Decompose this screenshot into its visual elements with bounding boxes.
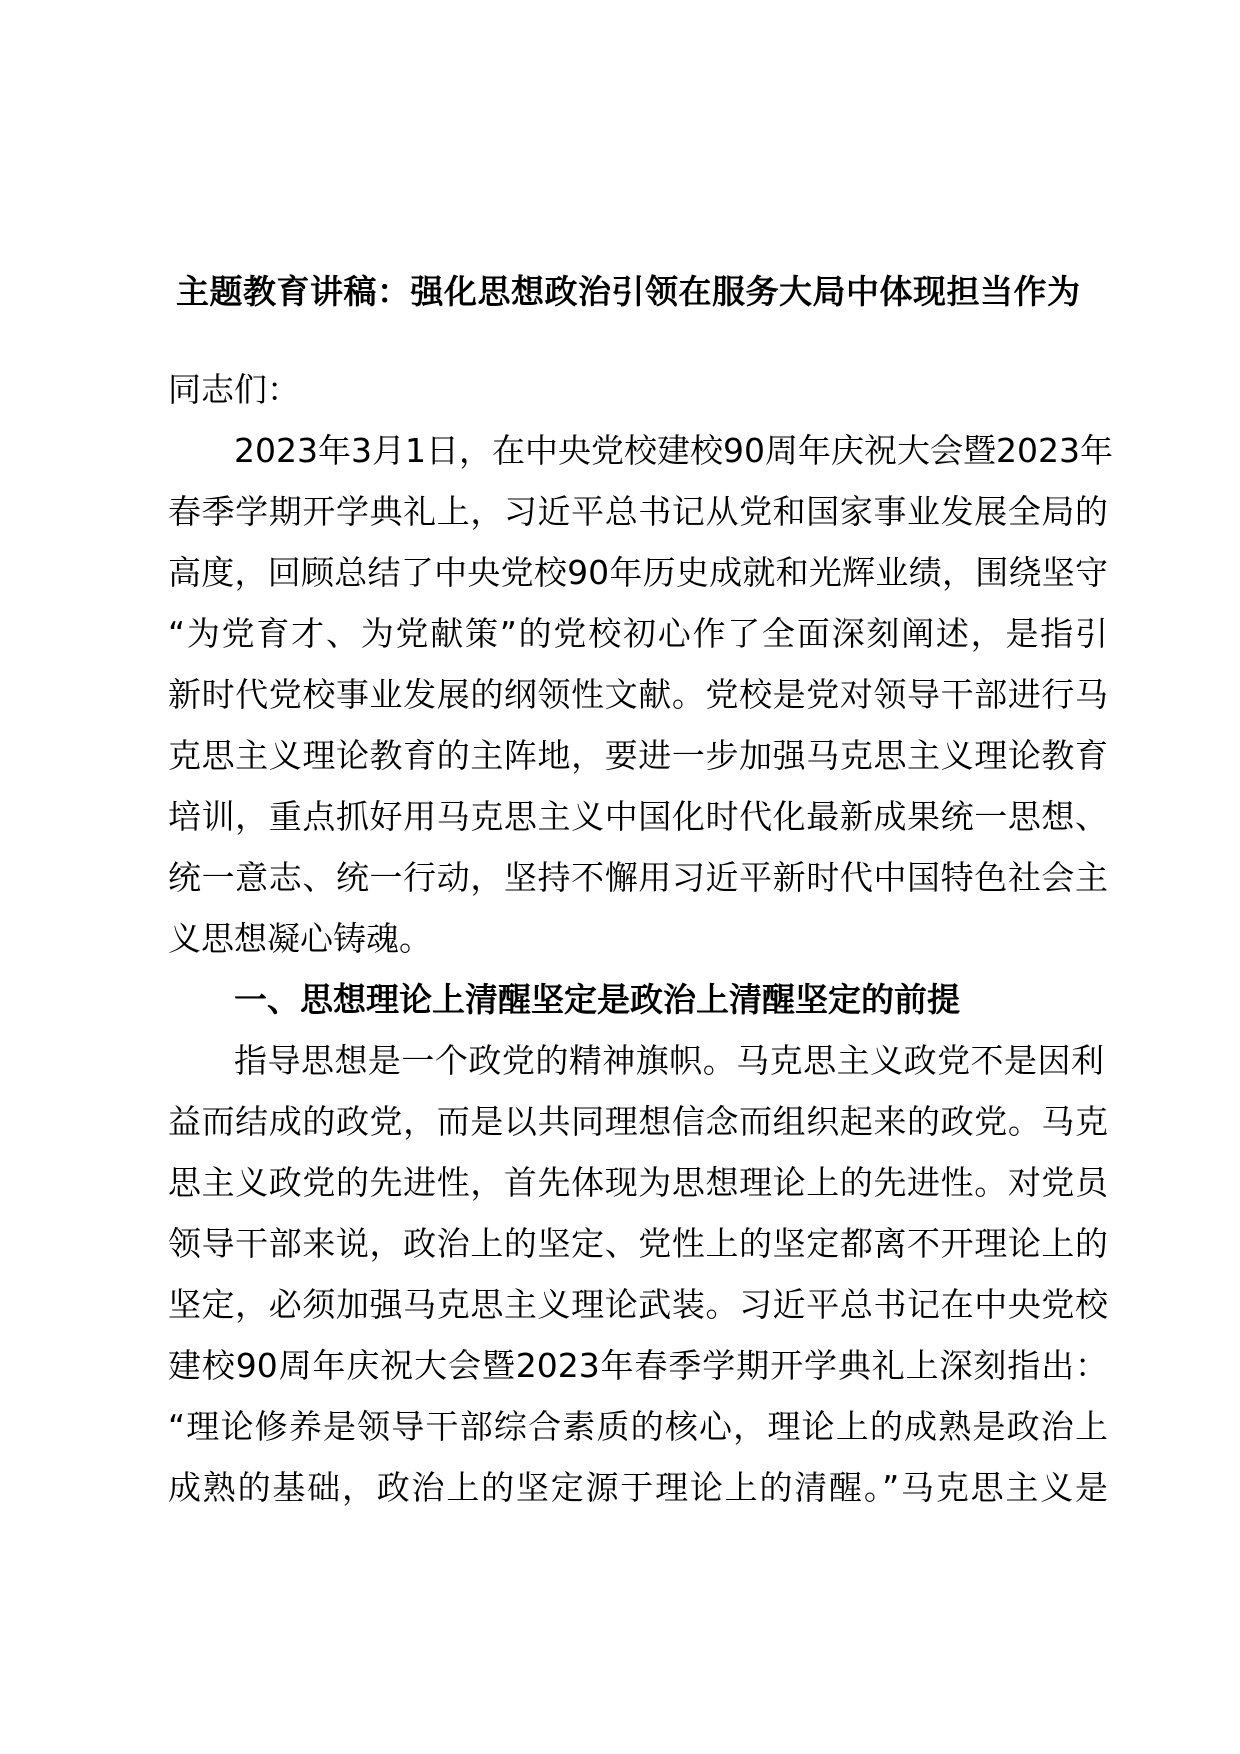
document-title: 主题教育讲稿：强化思想政治引领在服务大局中体现担当作为 [176,272,1081,311]
salutation: 同志们： [168,370,300,409]
section-heading: 一、思想理论上清醒坚定是政治上清醒坚定的前提 [234,980,960,1019]
paragraph-line: 新时代党校事业发展的纲领性文献。党校是党对领导干部进行马 [168,675,1108,714]
paragraph-line: “为党育才、为党献策”的党校初心作了全面深刻阐述，是指引 [168,614,1108,653]
paragraph-line: 培训，重点抓好用马克思主义中国化时代化最新成果统一思想、 [168,797,1108,836]
paragraph-line: 克思主义理论教育的主阵地，要进一步加强马克思主义理论教育 [168,736,1108,775]
paragraph-line: “理论修养是领导干部综合素质的核心，理论上的成熟是政治上 [168,1407,1108,1446]
paragraph-line: 坚定，必须加强马克思主义理论武装。习近平总书记在中央党校 [168,1285,1108,1324]
paragraph-line: 2023年3月1日，在中央党校建校90周年庆祝大会暨2023年 [234,431,1113,470]
paragraph-line: 高度，回顾总结了中央党校90年历史成就和光辉业绩，围绕坚守 [168,553,1108,592]
paragraph-line: 春季学期开学典礼上，习近平总书记从党和国家事业发展全局的 [168,492,1108,531]
paragraph-line: 义思想凝心铸魂。 [168,919,432,958]
paragraph-line: 成熟的基础，政治上的坚定源于理论上的清醒。”马克思主义是 [168,1468,1108,1507]
paragraph-line: 统一意志、统一行动，坚持不懈用习近平新时代中国特色社会主 [168,858,1108,897]
paragraph-line: 益而结成的政党，而是以共同理想信念而组织起来的政党。马克 [168,1102,1108,1141]
paragraph-line: 思主义政党的先进性，首先体现为思想理论上的先进性。对党员 [168,1163,1108,1202]
paragraph-line: 指导思想是一个政党的精神旗帜。马克思主义政党不是因利 [234,1041,1104,1080]
paragraph-line: 建校90周年庆祝大会暨2023年春季学期开学典礼上深刻指出： [168,1346,1108,1385]
paragraph-line: 领导干部来说，政治上的坚定、党性上的坚定都离不开理论上的 [168,1224,1108,1263]
